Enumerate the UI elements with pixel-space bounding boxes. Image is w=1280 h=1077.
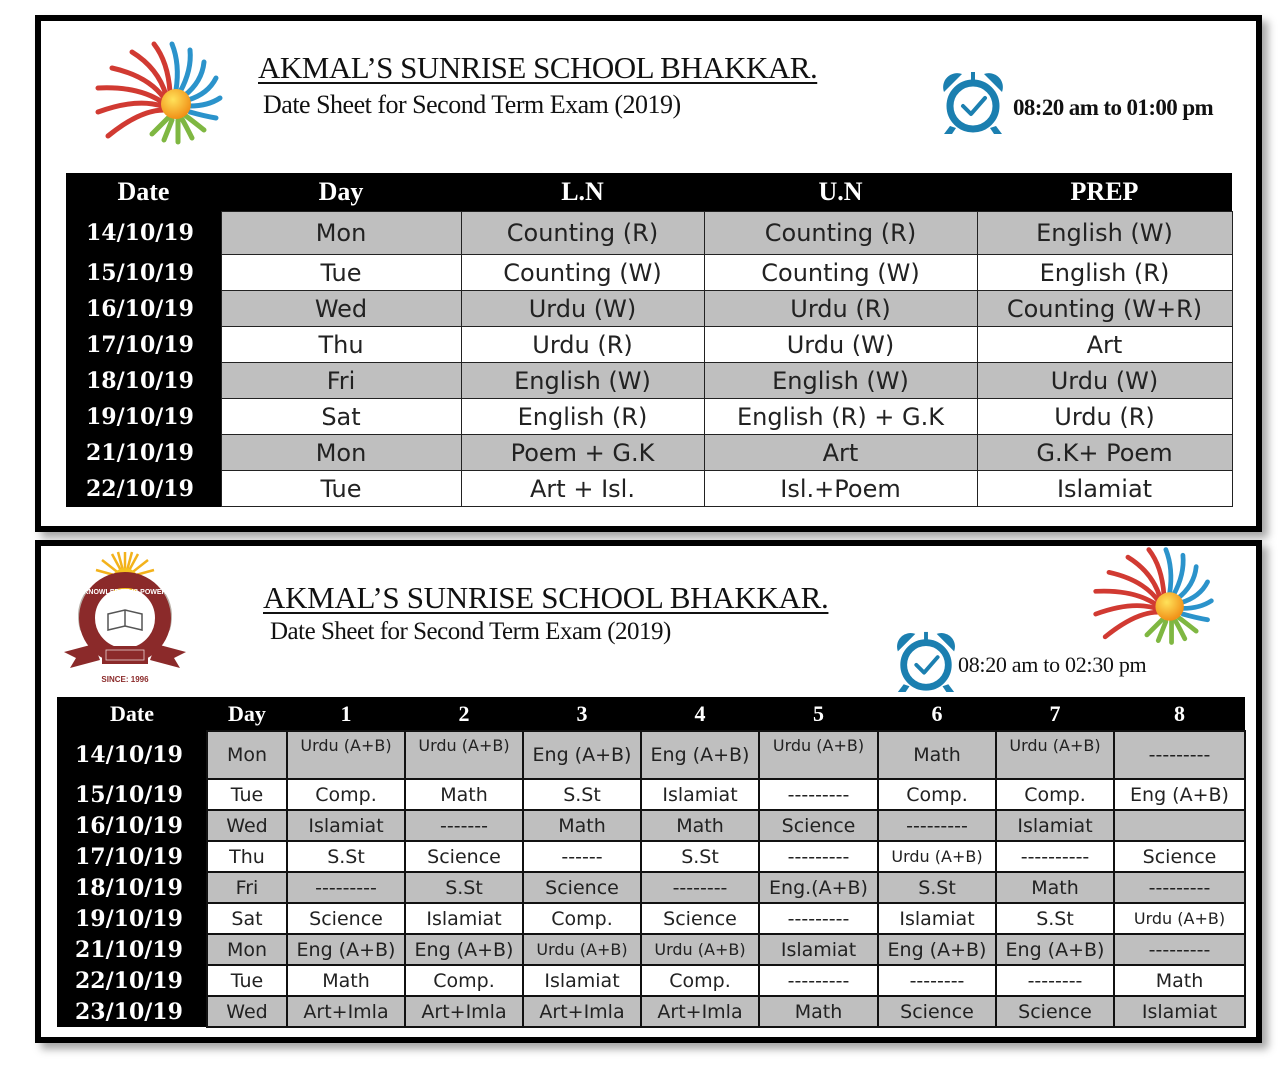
- cell-class-8: ---------: [1114, 731, 1245, 779]
- cell-date: 17/10/19: [66, 327, 221, 363]
- column-header-day: Day: [221, 173, 461, 212]
- date-sheet-table: [66, 173, 1233, 507]
- cell-class-8: Math: [1114, 965, 1245, 996]
- cell-day: Mon: [221, 212, 461, 255]
- cell-class-6: --------: [878, 965, 996, 996]
- cell-class-6: Eng (A+B): [878, 934, 996, 965]
- svg-text:KNOWLEDGE IS POWER: KNOWLEDGE IS POWER: [83, 589, 167, 596]
- table-row: [66, 471, 1232, 507]
- cell-date: 22/10/19: [66, 471, 221, 507]
- cell-ln: Counting (R): [461, 212, 704, 255]
- cell-class-7: S.St: [996, 903, 1114, 934]
- cell-class-7: Islamiat: [996, 810, 1114, 841]
- table-row: [57, 996, 1245, 1027]
- school-crest-logo: [60, 548, 190, 688]
- cell-class-6: S.St: [878, 872, 996, 903]
- cell-day: Tue: [221, 255, 461, 291]
- cell-class-7: ----------: [996, 841, 1114, 872]
- cell-class-1: Science: [287, 903, 405, 934]
- table-header-row: [57, 697, 1245, 731]
- cell-date: 16/10/19: [66, 291, 221, 327]
- table-row: [57, 872, 1245, 903]
- cell-date: 18/10/19: [66, 363, 221, 399]
- cell-ln: Poem + G.K: [461, 435, 704, 471]
- cell-day: Mon: [207, 731, 287, 779]
- cell-date: 15/10/19: [66, 255, 221, 291]
- exam-subtitle: Date Sheet for Second Term Exam (2019): [270, 618, 671, 645]
- cell-class-8: Science: [1114, 841, 1245, 872]
- cell-un: English (R) + G.K: [704, 399, 977, 435]
- svg-text:SINCE: 1996: SINCE: 1996: [101, 675, 149, 684]
- cell-class-4: Islamiat: [641, 779, 759, 810]
- cell-class-5: ---------: [759, 779, 878, 810]
- cell-day: Wed: [207, 810, 287, 841]
- column-header-date: Date: [57, 697, 207, 731]
- cell-class-3: Urdu (A+B): [523, 934, 641, 965]
- cell-class-1: Islamiat: [287, 810, 405, 841]
- column-header-un: U.N: [704, 173, 977, 212]
- exam-timing: 08:20 am to 02:30 pm: [958, 652, 1147, 677]
- cell-ln: Urdu (W): [461, 291, 704, 327]
- cell-date: 14/10/19: [66, 212, 221, 255]
- cell-day: Mon: [221, 435, 461, 471]
- cell-class-3: Math: [523, 810, 641, 841]
- cell-date: 18/10/19: [57, 872, 207, 903]
- cell-date: 23/10/19: [57, 996, 207, 1027]
- cell-class-6: Science: [878, 996, 996, 1027]
- column-header-ln: L.N: [461, 173, 704, 212]
- cell-class-1: Math: [287, 965, 405, 996]
- cell-class-4: --------: [641, 872, 759, 903]
- cell-class-6: ---------: [878, 810, 996, 841]
- cell-class-3: Islamiat: [523, 965, 641, 996]
- school-name: AKMAL’S SUNRISE SCHOOL BHAKKAR.: [258, 50, 818, 85]
- cell-day: Thu: [207, 841, 287, 872]
- cell-ln: English (W): [461, 363, 704, 399]
- cell-class-6: Math: [878, 731, 996, 779]
- cell-class-7: Math: [996, 872, 1114, 903]
- cell-class-5: ---------: [759, 903, 878, 934]
- cell-date: 22/10/19: [57, 965, 207, 996]
- cell-prep: English (R): [977, 255, 1232, 291]
- cell-class-4: Science: [641, 903, 759, 934]
- cell-ln: Counting (W): [461, 255, 704, 291]
- cell-date: 21/10/19: [57, 934, 207, 965]
- column-header-class-4: 4: [641, 697, 759, 731]
- cell-class-6: Comp.: [878, 779, 996, 810]
- cell-class-2: Islamiat: [405, 903, 523, 934]
- cell-ln: Urdu (R): [461, 327, 704, 363]
- cell-class-3: ------: [523, 841, 641, 872]
- cell-class-5: Islamiat: [759, 934, 878, 965]
- cell-class-2: -------: [405, 810, 523, 841]
- cell-class-1: Urdu (A+B): [287, 731, 405, 779]
- table-row: [66, 363, 1232, 399]
- cell-class-2: S.St: [405, 872, 523, 903]
- school-name: AKMAL’S SUNRISE SCHOOL BHAKKAR.: [263, 580, 829, 615]
- column-header-prep: PREP: [977, 173, 1232, 212]
- date-sheet-table: [57, 697, 1246, 1028]
- table-row: [66, 327, 1232, 363]
- cell-un: Counting (R): [704, 212, 977, 255]
- cell-class-7: --------: [996, 965, 1114, 996]
- column-header-class-8: 8: [1114, 697, 1245, 731]
- cell-class-1: Eng (A+B): [287, 934, 405, 965]
- cell-class-2: Comp.: [405, 965, 523, 996]
- cell-prep: Art: [977, 327, 1232, 363]
- cell-day: Wed: [207, 996, 287, 1027]
- cell-ln: English (R): [461, 399, 704, 435]
- cell-date: 16/10/19: [57, 810, 207, 841]
- cell-class-7: Comp.: [996, 779, 1114, 810]
- cell-day: Mon: [207, 934, 287, 965]
- table-row: [57, 810, 1245, 841]
- cell-prep: G.K+ Poem: [977, 435, 1232, 471]
- cell-un: English (W): [704, 363, 977, 399]
- cell-class-6: Urdu (A+B): [878, 841, 996, 872]
- cell-day: Thu: [221, 327, 461, 363]
- cell-date: 19/10/19: [66, 399, 221, 435]
- cell-un: Urdu (W): [704, 327, 977, 363]
- cell-class-7: Urdu (A+B): [996, 731, 1114, 779]
- cell-date: 19/10/19: [57, 903, 207, 934]
- cell-un: Isl.+Poem: [704, 471, 977, 507]
- table-row: [57, 965, 1245, 996]
- cell-class-5: Eng.(A+B): [759, 872, 878, 903]
- cell-class-2: Eng (A+B): [405, 934, 523, 965]
- table-header-row: [66, 173, 1232, 212]
- cell-class-5: ---------: [759, 965, 878, 996]
- cell-date: 15/10/19: [57, 779, 207, 810]
- cell-class-6: Islamiat: [878, 903, 996, 934]
- column-header-class-5: 5: [759, 697, 878, 731]
- cell-class-3: Comp.: [523, 903, 641, 934]
- cell-prep: Urdu (R): [977, 399, 1232, 435]
- cell-class-5: Math: [759, 996, 878, 1027]
- cell-prep: English (W): [977, 212, 1232, 255]
- cell-prep: Counting (W+R): [977, 291, 1232, 327]
- cell-day: Fri: [207, 872, 287, 903]
- cell-class-3: S.St: [523, 779, 641, 810]
- cell-day: Sat: [207, 903, 287, 934]
- table-row: [57, 934, 1245, 965]
- exam-subtitle: Date Sheet for Second Term Exam (2019): [263, 90, 681, 119]
- cell-class-1: S.St: [287, 841, 405, 872]
- table-row: [66, 212, 1232, 255]
- table-row: [66, 291, 1232, 327]
- table-row: [66, 435, 1232, 471]
- cell-class-3: Eng (A+B): [523, 731, 641, 779]
- cell-date: 14/10/19: [57, 731, 207, 779]
- cell-prep: Urdu (W): [977, 363, 1232, 399]
- cell-ln: Art + Isl.: [461, 471, 704, 507]
- cell-class-4: Urdu (A+B): [641, 934, 759, 965]
- sunburst-logo: [92, 40, 227, 148]
- table-row: [57, 841, 1245, 872]
- exam-timing: 08:20 am to 01:00 pm: [1013, 95, 1214, 120]
- table-row: [57, 903, 1245, 934]
- cell-day: Wed: [221, 291, 461, 327]
- cell-class-2: Math: [405, 779, 523, 810]
- alarm-clock-icon: [938, 70, 1008, 136]
- cell-class-5: Science: [759, 810, 878, 841]
- cell-class-2: Urdu (A+B): [405, 731, 523, 779]
- column-header-date: Date: [66, 173, 221, 212]
- cell-date: 21/10/19: [66, 435, 221, 471]
- cell-un: Counting (W): [704, 255, 977, 291]
- cell-class-5: Urdu (A+B): [759, 731, 878, 779]
- cell-class-3: Science: [523, 872, 641, 903]
- cell-class-7: Eng (A+B): [996, 934, 1114, 965]
- cell-day: Sat: [221, 399, 461, 435]
- cell-class-8: ---------: [1114, 934, 1245, 965]
- table-row: [66, 399, 1232, 435]
- cell-class-3: Art+Imla: [523, 996, 641, 1027]
- cell-class-1: Art+Imla: [287, 996, 405, 1027]
- cell-date: 17/10/19: [57, 841, 207, 872]
- cell-class-2: Science: [405, 841, 523, 872]
- cell-day: Tue: [207, 965, 287, 996]
- column-header-class-6: 6: [878, 697, 996, 731]
- cell-class-5: ---------: [759, 841, 878, 872]
- cell-class-4: Art+Imla: [641, 996, 759, 1027]
- cell-class-8: Urdu (A+B): [1114, 903, 1245, 934]
- cell-class-4: Math: [641, 810, 759, 841]
- column-header-class-3: 3: [523, 697, 641, 731]
- cell-day: Tue: [207, 779, 287, 810]
- cell-class-2: Art+Imla: [405, 996, 523, 1027]
- column-header-class-1: 1: [287, 697, 405, 731]
- cell-day: Tue: [221, 471, 461, 507]
- column-header-class-2: 2: [405, 697, 523, 731]
- cell-class-4: S.St: [641, 841, 759, 872]
- cell-class-8: ---------: [1114, 872, 1245, 903]
- cell-prep: Islamiat: [977, 471, 1232, 507]
- cell-class-8: Eng (A+B): [1114, 779, 1245, 810]
- cell-un: Art: [704, 435, 977, 471]
- cell-class-4: Eng (A+B): [641, 731, 759, 779]
- column-header-day: Day: [207, 697, 287, 731]
- cell-class-7: Science: [996, 996, 1114, 1027]
- cell-class-8: [1114, 810, 1245, 841]
- column-header-class-7: 7: [996, 697, 1114, 731]
- table-row: [57, 731, 1245, 779]
- cell-class-1: ---------: [287, 872, 405, 903]
- cell-day: Fri: [221, 363, 461, 399]
- table-row: [66, 255, 1232, 291]
- cell-class-8: Islamiat: [1114, 996, 1245, 1027]
- alarm-clock-icon: [892, 630, 960, 694]
- cell-class-1: Comp.: [287, 779, 405, 810]
- sunburst-logo: [1090, 545, 1218, 649]
- cell-class-4: Comp.: [641, 965, 759, 996]
- table-row: [57, 779, 1245, 810]
- cell-un: Urdu (R): [704, 291, 977, 327]
